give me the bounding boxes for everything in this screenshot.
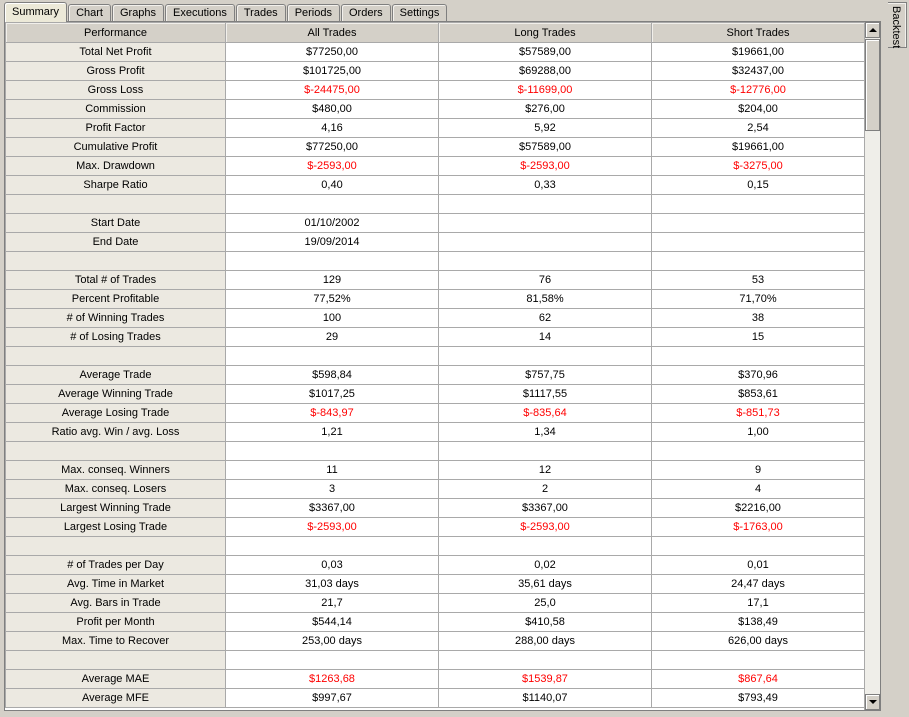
column-header-long-trades[interactable]: Long Trades [439,23,652,43]
row-value-1: 1,34 [439,423,652,442]
row-label [6,195,226,214]
tab-summary[interactable]: Summary [4,2,67,22]
row-value-1: 0,02 [439,556,652,575]
row-value-0: $77250,00 [226,138,439,157]
row-label: Commission [6,100,226,119]
row-value-1: 25,0 [439,594,652,613]
row-value-2: 24,47 days [652,575,865,594]
row-label: Max. conseq. Losers [6,480,226,499]
row-label: Total # of Trades [6,271,226,290]
table-body [6,43,865,708]
row-value-0: $-2593,00 [226,518,439,537]
row-value-0: $-24475,00 [226,81,439,100]
arrow-down-icon [869,700,877,704]
table-row [6,233,865,252]
vertical-tab-label: Backtest [890,6,902,49]
table-row [6,670,865,689]
scroll-down-button[interactable] [865,694,880,710]
row-label: Max. Time to Recover [6,632,226,651]
scroll-up-button[interactable] [865,22,880,38]
row-value-2: $370,96 [652,366,865,385]
row-value-1 [439,651,652,670]
row-value-0: $1263,68 [226,670,439,689]
table-row [6,157,865,176]
row-value-0: $-2593,00 [226,157,439,176]
table-spacer-row [6,651,865,670]
row-value-1: 5,92 [439,119,652,138]
row-value-1: $3367,00 [439,499,652,518]
row-value-2: 15 [652,328,865,347]
row-value-1: $-835,64 [439,404,652,423]
row-value-0: 1,21 [226,423,439,442]
row-value-0 [226,651,439,670]
table-row [6,575,865,594]
row-label: Max. conseq. Winners [6,461,226,480]
row-value-0: $997,67 [226,689,439,708]
column-header-all-trades[interactable]: All Trades [226,23,439,43]
row-value-0: 77,52% [226,290,439,309]
row-value-2: 38 [652,309,865,328]
table-row [6,62,865,81]
row-value-0: 100 [226,309,439,328]
row-label: Max. Drawdown [6,157,226,176]
row-label: Total Net Profit [6,43,226,62]
row-value-1: 35,61 days [439,575,652,594]
row-value-2: $-1763,00 [652,518,865,537]
row-value-1: 76 [439,271,652,290]
table-row [6,271,865,290]
row-label: Avg. Time in Market [6,575,226,594]
row-value-0: 21,7 [226,594,439,613]
scrollbar-thumb[interactable] [865,39,880,131]
row-value-1: $-2593,00 [439,157,652,176]
row-value-0: 3 [226,480,439,499]
table-row [6,518,865,537]
row-label: Cumulative Profit [6,138,226,157]
row-value-1: 12 [439,461,652,480]
table-row [6,499,865,518]
table-row [6,214,865,233]
row-value-2: 0,15 [652,176,865,195]
table-row [6,404,865,423]
row-value-2: $-851,73 [652,404,865,423]
table-row [6,556,865,575]
row-value-1: $69288,00 [439,62,652,81]
table-row [6,290,865,309]
row-value-2: $2216,00 [652,499,865,518]
row-value-2: $19661,00 [652,138,865,157]
arrow-up-icon [869,28,877,32]
row-value-2 [652,233,865,252]
row-value-0: 4,16 [226,119,439,138]
row-value-2: 626,00 days [652,632,865,651]
row-value-1: 0,33 [439,176,652,195]
row-value-0 [226,537,439,556]
row-label: Percent Profitable [6,290,226,309]
row-value-1: 288,00 days [439,632,652,651]
table-row [6,480,865,499]
row-value-1: $57589,00 [439,138,652,157]
row-value-1: 14 [439,328,652,347]
row-value-2: $853,61 [652,385,865,404]
row-value-0: $1017,25 [226,385,439,404]
table-row [6,461,865,480]
row-label: Largest Winning Trade [6,499,226,518]
table-spacer-row [6,347,865,366]
row-label: Profit per Month [6,613,226,632]
tab-graphs[interactable]: Graphs [112,4,164,22]
summary-panel [4,21,881,711]
row-label: Sharpe Ratio [6,176,226,195]
tab-periods[interactable]: Periods [287,4,340,22]
row-value-1: $1117,55 [439,385,652,404]
tab-strip [4,2,447,22]
row-label: Gross Loss [6,81,226,100]
tab-orders[interactable]: Orders [341,4,391,22]
row-value-2: $793,49 [652,689,865,708]
row-label: Largest Losing Trade [6,518,226,537]
row-label: Average Losing Trade [6,404,226,423]
row-value-0: 19/09/2014 [226,233,439,252]
table-header-row [6,23,865,43]
row-value-1: $-11699,00 [439,81,652,100]
table-row [6,594,865,613]
row-value-2: 4 [652,480,865,499]
table-spacer-row [6,252,865,271]
row-label [6,442,226,461]
row-value-1: $1140,07 [439,689,652,708]
row-value-0: 0,40 [226,176,439,195]
row-label [6,651,226,670]
row-value-0: $77250,00 [226,43,439,62]
row-value-0: $101725,00 [226,62,439,81]
table-row [6,43,865,62]
performance-table [5,22,864,708]
row-value-2: $-3275,00 [652,157,865,176]
row-value-2: 0,01 [652,556,865,575]
row-value-1: $410,58 [439,613,652,632]
row-label: Profit Factor [6,119,226,138]
row-label [6,347,226,366]
row-value-1: $1539,87 [439,670,652,689]
row-value-1 [439,195,652,214]
row-value-0: 0,03 [226,556,439,575]
row-value-0: $598,84 [226,366,439,385]
row-label: Avg. Bars in Trade [6,594,226,613]
tab-settings[interactable]: Settings [392,4,448,22]
table-row [6,423,865,442]
tab-executions[interactable]: Executions [165,4,235,22]
table-row [6,176,865,195]
table-spacer-row [6,195,865,214]
row-label [6,537,226,556]
row-value-2 [652,214,865,233]
row-value-2: 17,1 [652,594,865,613]
row-value-1 [439,347,652,366]
table-row [6,328,865,347]
table-row [6,632,865,651]
row-value-2: $867,64 [652,670,865,689]
table-spacer-row [6,442,865,461]
row-value-2 [652,442,865,461]
row-value-1: $757,75 [439,366,652,385]
row-value-1 [439,214,652,233]
row-label: Average Winning Trade [6,385,226,404]
row-value-1 [439,252,652,271]
row-label: Gross Profit [6,62,226,81]
row-value-0: $544,14 [226,613,439,632]
row-value-1: $276,00 [439,100,652,119]
row-label: Start Date [6,214,226,233]
row-value-0: 31,03 days [226,575,439,594]
row-value-0 [226,195,439,214]
summary-table-wrapper [5,22,864,710]
table-row [6,689,865,708]
row-value-0 [226,252,439,271]
row-label: Average MFE [6,689,226,708]
table-row [6,119,865,138]
tab-chart[interactable]: Chart [68,4,111,22]
row-value-2: $19661,00 [652,43,865,62]
row-value-1: 81,58% [439,290,652,309]
table-row [6,613,865,632]
column-header-short-trades[interactable]: Short Trades [652,23,865,43]
row-label: # of Winning Trades [6,309,226,328]
row-label: Average Trade [6,366,226,385]
row-value-2 [652,651,865,670]
row-value-1: $-2593,00 [439,518,652,537]
row-label: End Date [6,233,226,252]
row-value-2: 53 [652,271,865,290]
table-row [6,309,865,328]
row-value-2: 71,70% [652,290,865,309]
row-value-2 [652,252,865,271]
row-label: # of Trades per Day [6,556,226,575]
row-label: # of Losing Trades [6,328,226,347]
row-value-0: 253,00 days [226,632,439,651]
vertical-scrollbar[interactable] [864,22,880,710]
row-value-2: $138,49 [652,613,865,632]
row-value-1: $57589,00 [439,43,652,62]
row-value-1: 2 [439,480,652,499]
row-value-2: 1,00 [652,423,865,442]
row-value-0: 129 [226,271,439,290]
table-row [6,138,865,157]
column-header-performance[interactable]: Performance [6,23,226,43]
row-value-1 [439,442,652,461]
row-value-2 [652,347,865,366]
row-value-2 [652,537,865,556]
tab-trades[interactable]: Trades [236,4,286,22]
table-spacer-row [6,537,865,556]
row-value-2 [652,195,865,214]
row-label: Ratio avg. Win / avg. Loss [6,423,226,442]
row-value-0: $3367,00 [226,499,439,518]
table-row [6,100,865,119]
table-row [6,366,865,385]
row-label [6,252,226,271]
row-value-0: 01/10/2002 [226,214,439,233]
row-value-2: 2,54 [652,119,865,138]
row-value-0: $-843,97 [226,404,439,423]
row-value-0: $480,00 [226,100,439,119]
row-value-2: 9 [652,461,865,480]
row-value-0 [226,347,439,366]
table-row [6,81,865,100]
vertical-tab-backtest[interactable] [888,2,907,48]
row-value-1 [439,537,652,556]
row-value-2: $204,00 [652,100,865,119]
row-label: Average MAE [6,670,226,689]
row-value-1 [439,233,652,252]
row-value-0 [226,442,439,461]
row-value-0: 29 [226,328,439,347]
scrollbar-track[interactable] [865,38,880,694]
row-value-2: $-12776,00 [652,81,865,100]
row-value-2: $32437,00 [652,62,865,81]
row-value-0: 11 [226,461,439,480]
row-value-1: 62 [439,309,652,328]
table-row [6,385,865,404]
